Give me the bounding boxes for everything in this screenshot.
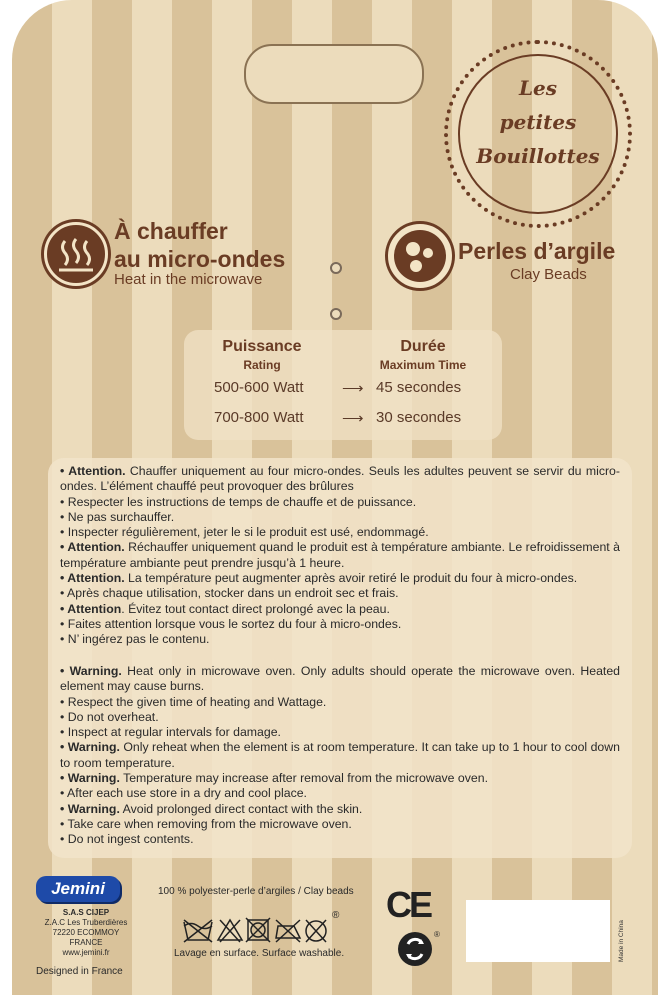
table-subheader-power: Rating: [243, 358, 281, 372]
warning-item: • Warning. Only reheat when the element is at room temperature. It can take up to 1 hour to cool down to room temperature.: [60, 740, 620, 770]
warning-item: • Attention. La température peut augmenter après avoir retiré le produit du four à micro-ondes.: [60, 571, 578, 586]
heating-table: [184, 330, 502, 440]
table-subheader-time: Maximum Time: [379, 358, 467, 372]
recycle-icon: [396, 930, 434, 968]
table-row-power: 700-800 Watt: [214, 409, 304, 426]
steam-icon: [44, 222, 108, 286]
warning-item: • N’ ingérez pas le contenu.: [60, 632, 210, 647]
warning-item: • Après chaque utilisation, stocker dans un endroit sec et frais.: [60, 586, 399, 601]
registered-mark: ®: [434, 930, 440, 939]
care-symbols: [180, 914, 330, 946]
address-line: FRANCE: [69, 938, 103, 947]
designed-in: Designed in France: [36, 966, 123, 977]
warning-item: • After each use store in a dry and cool place.: [60, 786, 307, 801]
care-text: Lavage en surface. Surface washable.: [174, 948, 345, 959]
no-dry-clean-icon: [306, 920, 326, 942]
table-header-time: Durée: [400, 338, 446, 355]
beads-title: Perles d’argile: [458, 238, 616, 264]
jemini-logo: Jemini: [36, 876, 120, 902]
hanger-hole: [244, 44, 424, 104]
microwave-title-line1: À chauffer: [114, 218, 228, 244]
punch-dot: [330, 308, 342, 320]
warning-item: • Take care when removing from the microwave oven.: [60, 816, 352, 831]
warning-item: • Respect the given time of heating and Wattage.: [60, 694, 327, 709]
warning-item: • Attention. Chauffer uniquement au four micro-ondes. Seuls les adultes peuvent se servir du micro-ondes. L’élément chauffé peut provoquer des brûlures: [60, 464, 620, 494]
warnings-en: [60, 664, 620, 848]
warning-item: • Warning. Avoid prolonged direct contact with the skin.: [60, 801, 363, 816]
warning-item: • Faites attention lorsque vous le sortez du four à micro-ondes.: [60, 616, 402, 631]
warnings-panel: [48, 458, 632, 858]
beads-icon: [388, 224, 452, 288]
composition-text: 100 % polyester-perle d’argiles / Clay beads: [158, 886, 354, 897]
no-bleach-icon: [218, 920, 242, 942]
table-header-power: Puissance: [222, 338, 302, 355]
microwave-subtitle: Heat in the microwave: [114, 271, 263, 288]
no-wash-icon: [184, 920, 212, 942]
warnings-fr: [60, 464, 620, 648]
warning-item: • Attention. Réchauffer uniquement quand le produit est à température ambiante. Le refroidissement à température ambiante peut prendre jusqu’à 1 heure.: [60, 540, 621, 570]
table-row-time: 45 secondes: [376, 379, 462, 396]
microwave-title-line2: au micro-ondes: [114, 246, 286, 272]
warning-item: • Inspect at regular intervals for damage.: [60, 725, 281, 740]
warning-item: • Ne pas surchauffer.: [60, 509, 175, 524]
warning-item: • Do not ingest contents.: [60, 832, 194, 847]
arrow-icon: ⟶: [342, 380, 364, 397]
address-line: 72220 ECOMMOY: [52, 928, 120, 937]
table-row-power: 500-600 Watt: [214, 379, 304, 396]
warning-item: • Attention. Évitez tout contact direct prolongé avec la peau.: [60, 601, 390, 616]
registered-mark: ®: [332, 910, 340, 921]
beads-subtitle: Clay Beads: [510, 266, 587, 283]
barcode-area: [466, 900, 610, 962]
ce-mark: CE: [386, 884, 431, 925]
logo-line-3: Bouillottes: [476, 144, 600, 168]
punch-dot: [330, 262, 342, 274]
warning-item: • Warning. Temperature may increase after removal from the microwave oven.: [60, 771, 489, 786]
brand-logo-wreath: [444, 40, 632, 228]
address-line: S.A.S CIJEP: [62, 908, 110, 917]
table-row-time: 30 secondes: [376, 409, 462, 426]
no-iron-icon: [276, 920, 300, 942]
warning-item: • Do not overheat.: [60, 709, 159, 724]
no-tumble-dry-icon: [246, 918, 270, 942]
warning-item: • Respecter les instructions de temps de chauffe et de puissance.: [60, 494, 417, 509]
warning-item: • Warning. Heat only in microwave oven. Only adults should operate the microwave oven. Heated element may cause burns.: [60, 664, 620, 694]
warning-item: • Inspecter régulièrement, jeter le si le produit est usé, endommagé.: [60, 525, 429, 540]
address-line: Z.A.C Les Truberdières: [44, 918, 128, 927]
logo-line-1: Les: [518, 76, 558, 100]
made-in-label: Made in China: [618, 920, 625, 962]
arrow-icon: ⟶: [342, 410, 364, 427]
address-line: www.jemini.fr: [62, 948, 110, 957]
logo-line-2: petites: [499, 110, 577, 134]
